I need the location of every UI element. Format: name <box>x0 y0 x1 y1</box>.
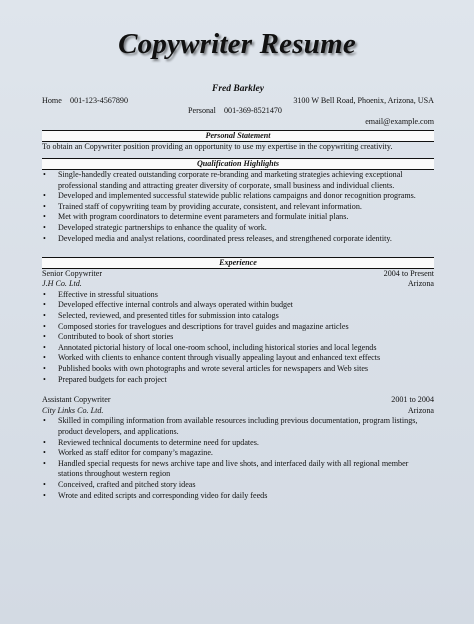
list-item: • Developed strategic partnerships to enhance the quality of work. <box>42 223 434 234</box>
job-company-row <box>42 406 434 417</box>
qualification-highlights-heading: Qualification Highlights <box>42 158 434 170</box>
experience-heading: Experience <box>42 257 434 269</box>
list-item: • Developed media and analyst relations, coordinated press releases, and strengthened corporate identity. <box>42 234 434 245</box>
job-duties-list <box>42 416 434 501</box>
home-label: Home <box>42 95 62 105</box>
list-item: • Selected, reviewed, and presented titles for submission into catalogs <box>42 311 434 322</box>
job-title-row <box>42 395 434 406</box>
list-item: • Effective in stressful situations <box>42 290 434 301</box>
list-item: • Developed and implemented successful statewide public relations campaigns and donor recognition programs. <box>42 191 434 202</box>
list-item: • Reviewed technical documents to determine need for updates. <box>42 438 434 449</box>
list-item: • Met with program coordinators to determine event parameters and formulate initial plans. <box>42 212 434 223</box>
list-item: • Developed effective internal controls and always operated within budget <box>42 300 434 311</box>
address: 3100 W Bell Road, Phoenix, Arizona, USA <box>293 95 434 105</box>
job-title-row <box>42 269 434 280</box>
personal-statement-text: To obtain an Copywriter position providing an opportunity to use my expertise in the copywriting creativity. <box>42 141 393 151</box>
list-item: • Handled special requests for news archive tape and live shots, and interfaced daily with all regional member stations throughout western region <box>42 459 434 480</box>
personal-contact-row <box>42 106 434 117</box>
list-item: • Skilled in compiling information from available resources including previous documentation, program listings, product developers, and applications. <box>42 416 434 437</box>
job-title: Senior Copywriter <box>42 268 103 278</box>
email-address: email@example.com <box>365 116 434 126</box>
resume-body <box>42 84 434 501</box>
job-company-row <box>42 279 434 290</box>
job-dates: 2001 to 2004 <box>391 395 434 405</box>
personal-phone: 001-369-8521470 <box>223 106 282 116</box>
company-name: J.H Co. Ltd. <box>42 279 82 289</box>
home-phone: 001-123-4567890 <box>70 95 129 105</box>
list-item: • Worked with clients to enhance content through visually appealing layout and enhanced text effects <box>42 353 434 364</box>
job-title: Assistant Copywriter <box>42 395 111 405</box>
list-item: • Published books with own photographs and wrote several articles for newspapers and Web sites <box>42 364 434 375</box>
list-item: • Conceived, crafted and pitched story ideas <box>42 480 434 491</box>
list-item: • Composed stories for travelogues and descriptions for travel guides and magazine articles <box>42 322 434 333</box>
job-location: Arizona <box>407 405 434 415</box>
list-item: • Annotated pictorial history of local one-room school, including historical stories and local legends <box>42 343 434 354</box>
job-dates: 2004 to Present <box>383 268 434 278</box>
personal-statement-heading: Personal Statement <box>42 130 434 142</box>
list-item: • Prepared budgets for each project <box>42 375 434 386</box>
document-title: Copywriter Resume <box>118 28 356 60</box>
job-location: Arizona <box>407 279 434 289</box>
home-contact-row <box>42 96 434 107</box>
personal-label: Personal <box>188 106 216 116</box>
company-name: City Links Co. Ltd. <box>42 405 104 415</box>
list-item: • Single-handedly created outstanding corporate re-branding and marketing strategies achieving exceptional professional standing and attracting greater diversity of corporate, small business and individual clients. <box>42 170 434 191</box>
candidate-name: Fred Barkley <box>212 84 264 94</box>
list-item: • Wrote and edited scripts and corresponding video for daily feeds <box>42 491 434 502</box>
list-item: • Worked as staff editor for company’s magazine. <box>42 448 434 459</box>
qualification-list <box>42 170 434 244</box>
list-item: • Trained staff of copywriting team by providing accurate, consistent, and relevant information. <box>42 202 434 213</box>
list-item: • Contributed to book of short stories <box>42 332 434 343</box>
email-row <box>42 117 434 128</box>
job-duties-list <box>42 290 434 385</box>
